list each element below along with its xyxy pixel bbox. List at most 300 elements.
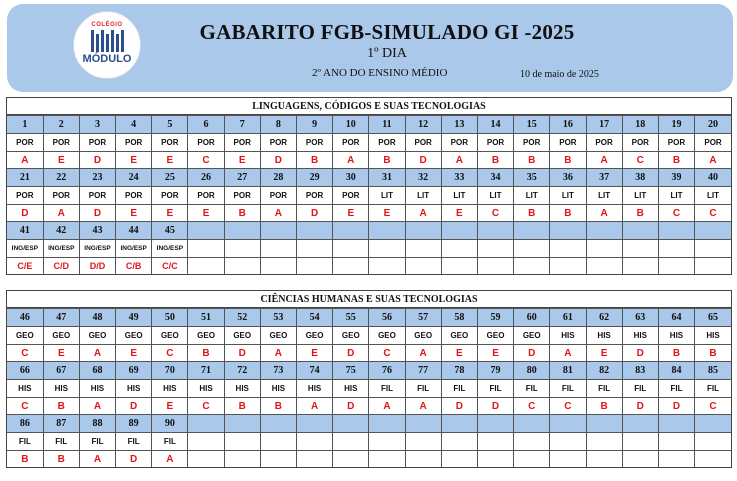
question-number-cell [695,415,731,433]
subject-cell: GEO [79,327,115,345]
answer-cell: B [43,451,79,468]
answer-cell: C/E [7,258,43,275]
grade-label: 2º ANO DO ENSINO MÉDIO [312,67,448,79]
answer-cell: A [260,205,296,222]
answer-cell: C [550,398,586,415]
question-number-cell [477,415,513,433]
question-number-cell: 48 [79,309,115,327]
school-logo [73,11,141,79]
question-number-cell: 19 [658,116,694,134]
question-number-cell [477,222,513,240]
answer-cell [695,258,731,275]
subject-cell: GEO [514,327,550,345]
answer-cell: C [622,152,658,169]
subject-row [7,433,731,451]
exam-day: 1º DIA [367,46,407,61]
subject-row [7,380,731,398]
subject-cell: POR [514,134,550,152]
subject-cell: POR [224,187,260,205]
answer-cell: A [260,345,296,362]
question-number-cell: 31 [369,169,405,187]
answer-cell: B [188,345,224,362]
subject-cell: POR [622,134,658,152]
subject-cell: POR [224,134,260,152]
question-number-cell: 46 [7,309,43,327]
question-number-cell: 35 [514,169,550,187]
subject-cell: POR [116,187,152,205]
subject-cell: FIL [658,380,694,398]
subject-cell: ING/ESP [116,240,152,258]
subject-cell: HIS [622,327,658,345]
answer-cell: D [79,152,115,169]
answer-cell: A [369,398,405,415]
question-number-cell [441,415,477,433]
answer-cell: E [441,205,477,222]
answer-cell: B [369,152,405,169]
subject-cell: POR [550,134,586,152]
answer-cell: A [405,398,441,415]
subject-cell: POR [297,134,333,152]
answer-key-table [7,115,731,274]
question-number-cell [441,222,477,240]
question-number-cell [333,415,369,433]
subject-cell: POR [7,187,43,205]
answer-cell: D [260,152,296,169]
subject-cell [405,240,441,258]
question-number-cell: 38 [622,169,658,187]
answer-cell: D [405,152,441,169]
answer-cell: E [369,205,405,222]
question-number-cell [622,222,658,240]
subject-cell: POR [116,134,152,152]
question-number-cell [405,415,441,433]
answer-cell [441,451,477,468]
question-number-cell: 75 [333,362,369,380]
subject-cell: GEO [116,327,152,345]
subject-cell: GEO [7,327,43,345]
question-number-cell: 51 [188,309,224,327]
subject-cell: HIS [333,380,369,398]
subject-cell: POR [477,134,513,152]
subject-cell: POR [43,187,79,205]
subject-row [7,134,731,152]
question-number-cell: 69 [116,362,152,380]
subject-cell: GEO [152,327,188,345]
subject-row [7,240,731,258]
answer-cell: D [297,205,333,222]
question-number-cell: 59 [477,309,513,327]
subject-cell: POR [297,187,333,205]
question-number-cell: 77 [405,362,441,380]
subject-cell: HIS [695,327,731,345]
subject-cell: FIL [116,433,152,451]
subject-cell: GEO [224,327,260,345]
answer-cell [622,258,658,275]
answer-cell [622,451,658,468]
question-number-cell: 89 [116,415,152,433]
subject-cell [224,240,260,258]
subject-cell: GEO [188,327,224,345]
answer-cell: A [152,451,188,468]
question-number-cell: 20 [695,116,731,134]
subject-cell [405,433,441,451]
question-number-cell: 43 [79,222,115,240]
question-number-cell [658,222,694,240]
answer-cell: E [152,398,188,415]
subject-cell [586,433,622,451]
subject-cell: FIL [79,433,115,451]
subject-cell [297,240,333,258]
answer-cell: A [441,152,477,169]
answer-cell: A [586,205,622,222]
answer-cell: B [297,152,333,169]
question-number-cell: 50 [152,309,188,327]
question-number-cell: 39 [658,169,694,187]
question-number-cell: 54 [297,309,333,327]
question-number-cell: 74 [297,362,333,380]
question-number-cell: 52 [224,309,260,327]
answer-row [7,205,731,222]
subject-cell [188,240,224,258]
question-number-cell: 10 [333,116,369,134]
question-number-cell: 26 [188,169,224,187]
subject-cell [550,240,586,258]
answer-cell [658,258,694,275]
subject-cell [477,433,513,451]
subject-cell: LIT [658,187,694,205]
question-number-row [7,169,731,187]
subject-cell [477,240,513,258]
subject-cell: GEO [297,327,333,345]
answer-cell: B [477,152,513,169]
answer-cell: C [514,398,550,415]
answer-row [7,345,731,362]
answer-cell: A [550,345,586,362]
answer-cell [369,258,405,275]
answer-cell [188,258,224,275]
question-number-cell: 53 [260,309,296,327]
question-number-cell: 22 [43,169,79,187]
answer-cell: E [116,205,152,222]
question-number-cell: 81 [550,362,586,380]
subject-cell: LIT [622,187,658,205]
question-number-cell: 12 [405,116,441,134]
question-number-cell: 88 [79,415,115,433]
subject-cell: HIS [550,327,586,345]
question-number-cell: 28 [260,169,296,187]
question-number-cell: 56 [369,309,405,327]
header-banner [7,4,733,92]
subject-cell: POR [333,134,369,152]
answer-cell [369,451,405,468]
question-number-cell: 37 [586,169,622,187]
answer-row [7,152,731,169]
subject-cell: POR [260,134,296,152]
question-number-cell: 64 [658,309,694,327]
question-number-cell [405,222,441,240]
logo-top-text: COLÉGIO [91,22,123,28]
answer-cell: C [695,398,731,415]
answer-cell: D/D [79,258,115,275]
answer-cell: B [514,205,550,222]
answer-row [7,398,731,415]
subject-cell: LIT [441,187,477,205]
answer-cell [514,258,550,275]
answer-row [7,258,731,275]
answer-cell: D [116,451,152,468]
answer-cell: E [477,345,513,362]
subject-cell: HIS [152,380,188,398]
answer-cell: E [116,152,152,169]
question-number-cell: 80 [514,362,550,380]
question-number-cell: 1 [7,116,43,134]
answer-cell: B [550,152,586,169]
subject-cell: POR [586,134,622,152]
answer-cell: E [188,205,224,222]
subject-cell: LIT [405,187,441,205]
question-number-cell: 67 [43,362,79,380]
subject-cell: FIL [441,380,477,398]
answer-cell: E [116,345,152,362]
question-number-cell: 24 [116,169,152,187]
subject-cell: POR [369,134,405,152]
subject-cell: GEO [441,327,477,345]
answer-cell: B [658,152,694,169]
answer-cell: D [7,205,43,222]
answer-cell [224,258,260,275]
question-number-cell: 2 [43,116,79,134]
question-number-cell: 15 [514,116,550,134]
question-number-cell: 87 [43,415,79,433]
answer-cell: A [333,152,369,169]
answer-cell: B [43,398,79,415]
subject-cell: HIS [116,380,152,398]
question-number-cell: 79 [477,362,513,380]
answer-cell: D [622,398,658,415]
question-number-cell: 49 [116,309,152,327]
subject-cell: POR [188,134,224,152]
subject-cell [514,433,550,451]
question-number-cell: 8 [260,116,296,134]
subject-cell: HIS [79,380,115,398]
answer-cell [658,451,694,468]
answer-cell: D [79,205,115,222]
answer-cell: C [7,398,43,415]
question-number-cell: 27 [224,169,260,187]
question-number-cell [260,415,296,433]
question-number-cell: 83 [622,362,658,380]
answer-cell [405,258,441,275]
answer-cell: D [441,398,477,415]
subject-cell: FIL [405,380,441,398]
subject-cell: ING/ESP [7,240,43,258]
question-number-cell: 76 [369,362,405,380]
question-number-cell: 41 [7,222,43,240]
answer-cell: D [224,345,260,362]
subject-cell: GEO [43,327,79,345]
exam-date: 10 de maio de 2025 [520,69,599,80]
subject-cell: ING/ESP [43,240,79,258]
answer-cell: B [586,398,622,415]
section-humanities [6,290,732,468]
answer-cell [550,451,586,468]
question-number-cell: 71 [188,362,224,380]
answer-key-table [7,308,731,467]
subject-cell: LIT [695,187,731,205]
answer-cell: D [116,398,152,415]
subject-cell: POR [260,187,296,205]
question-number-cell: 29 [297,169,333,187]
question-number-cell: 82 [586,362,622,380]
subject-cell: FIL [586,380,622,398]
answer-cell: A [79,398,115,415]
subject-cell: LIT [477,187,513,205]
question-number-cell [188,415,224,433]
subject-cell [260,240,296,258]
answer-cell: B [514,152,550,169]
question-number-cell: 17 [586,116,622,134]
subject-row [7,327,731,345]
question-number-cell: 60 [514,309,550,327]
answer-cell: A [7,152,43,169]
subject-cell [622,433,658,451]
subject-cell: LIT [550,187,586,205]
subject-cell: FIL [7,433,43,451]
question-number-cell: 36 [550,169,586,187]
subject-cell: FIL [622,380,658,398]
question-number-cell: 78 [441,362,477,380]
question-number-cell: 3 [79,116,115,134]
question-number-cell: 58 [441,309,477,327]
subject-cell [514,240,550,258]
answer-cell: A [43,205,79,222]
subject-cell [188,433,224,451]
question-number-cell: 34 [477,169,513,187]
page-title: GABARITO FGB-SIMULADO GI -2025 [199,20,575,44]
section-languages [6,97,732,275]
question-number-cell: 62 [586,309,622,327]
answer-cell [297,258,333,275]
answer-cell: C [188,152,224,169]
subject-cell: HIS [586,327,622,345]
question-number-cell: 14 [477,116,513,134]
question-number-cell: 11 [369,116,405,134]
subject-cell: POR [79,187,115,205]
question-number-cell: 63 [622,309,658,327]
answer-cell [586,451,622,468]
section-title: CIÊNCIAS HUMANAS E SUAS TECNOLOGIAS [7,291,731,308]
subject-cell: HIS [7,380,43,398]
question-number-cell: 7 [224,116,260,134]
question-number-cell [514,222,550,240]
question-number-cell: 73 [260,362,296,380]
answer-cell [695,451,731,468]
subject-cell: POR [152,134,188,152]
question-number-cell [188,222,224,240]
subject-cell: GEO [405,327,441,345]
question-number-cell: 33 [441,169,477,187]
question-number-row [7,116,731,134]
logo-text: MÓDULO [82,53,132,65]
question-number-row [7,362,731,380]
answer-cell: E [333,205,369,222]
subject-cell: FIL [152,433,188,451]
answer-cell [586,258,622,275]
answer-cell: D [658,398,694,415]
subject-cell [586,240,622,258]
answer-cell [333,258,369,275]
answer-cell: D [333,398,369,415]
answer-cell: B [658,345,694,362]
subject-cell [441,433,477,451]
subject-cell: HIS [658,327,694,345]
question-number-cell: 40 [695,169,731,187]
answer-cell: E [586,345,622,362]
question-number-cell: 18 [622,116,658,134]
subject-cell: GEO [333,327,369,345]
question-number-cell: 85 [695,362,731,380]
subject-cell: POR [79,134,115,152]
answer-cell: D [477,398,513,415]
subject-cell [297,433,333,451]
question-number-cell: 84 [658,362,694,380]
subject-cell: POR [188,187,224,205]
subject-cell [224,433,260,451]
answer-cell: D [333,345,369,362]
answer-cell: B [260,398,296,415]
subject-cell: POR [333,187,369,205]
subject-cell [622,240,658,258]
answer-cell: A [79,451,115,468]
subject-cell: LIT [369,187,405,205]
answer-cell: A [405,345,441,362]
subject-cell [369,240,405,258]
subject-cell [333,433,369,451]
answer-cell: A [79,345,115,362]
answer-cell: A [695,152,731,169]
subject-cell: POR [152,187,188,205]
subject-cell [695,433,731,451]
answer-cell: D [622,345,658,362]
answer-cell: C [658,205,694,222]
subject-cell: FIL [550,380,586,398]
subject-cell: GEO [477,327,513,345]
answer-cell: A [405,205,441,222]
answer-cell [333,451,369,468]
subject-cell: FIL [695,380,731,398]
answer-cell: A [297,398,333,415]
answer-cell [441,258,477,275]
question-number-cell [369,222,405,240]
subject-cell [658,240,694,258]
answer-cell: E [43,152,79,169]
subject-cell: POR [43,134,79,152]
answer-cell: A [586,152,622,169]
answer-cell: C [477,205,513,222]
question-number-cell [622,415,658,433]
question-number-row [7,415,731,433]
question-number-cell [297,415,333,433]
subject-cell: LIT [586,187,622,205]
question-number-cell [224,222,260,240]
subject-cell: POR [695,134,731,152]
question-number-cell: 57 [405,309,441,327]
answer-cell: E [441,345,477,362]
subject-cell [333,240,369,258]
answer-cell: C/D [43,258,79,275]
answer-cell [188,451,224,468]
answer-cell: C [7,345,43,362]
